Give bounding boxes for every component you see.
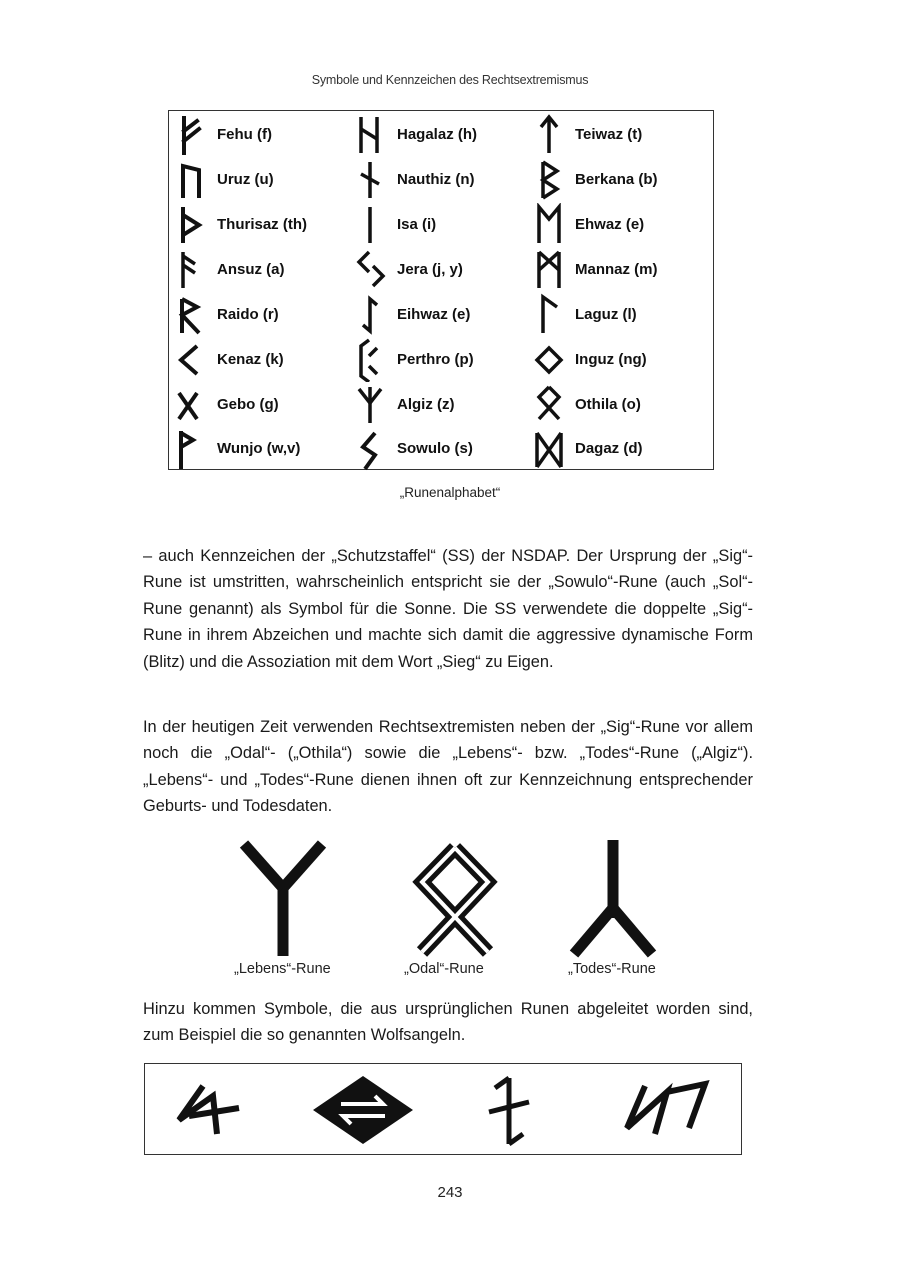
rune-label: Algiz (z)	[397, 396, 455, 413]
rune-label: Inguz (ng)	[575, 351, 647, 368]
rune-label: Teiwaz (t)	[575, 126, 643, 143]
nauthiz-rune-icon	[353, 158, 393, 202]
wolfsangel-variant-4-icon	[619, 1074, 715, 1149]
rune-label: Sowulo (s)	[397, 440, 473, 457]
inguz-rune-icon	[531, 338, 571, 382]
rune-label: Isa (i)	[397, 216, 437, 233]
table-caption: „Runenalphabet“	[399, 485, 501, 500]
ansuz-rune-icon	[173, 248, 213, 292]
perthro-rune-icon	[353, 338, 393, 382]
lebens-rune-icon	[238, 838, 328, 958]
todes-rune-icon	[568, 838, 658, 958]
rune-label: Dagaz (d)	[575, 440, 643, 457]
ehwaz-rune-icon	[531, 203, 571, 247]
running-head: Symbole und Kennzeichen des Rechtsextremismus	[311, 73, 589, 87]
gebo-rune-icon	[173, 383, 213, 427]
todes-rune-caption: „Todes“-Rune	[568, 961, 656, 977]
fehu-rune-icon	[173, 113, 213, 157]
sowulo-rune-icon	[353, 427, 393, 471]
uruz-rune-icon	[173, 158, 213, 202]
wolfsangel-vertical-icon	[481, 1074, 537, 1153]
rune-label: Hagalaz (h)	[397, 126, 478, 143]
rune-label: Berkana (b)	[575, 171, 658, 188]
rune-label: Laguz (l)	[575, 306, 637, 323]
rune-label: Uruz (u)	[217, 171, 274, 188]
wolfsangel-box	[144, 1063, 742, 1155]
rune-label: Nauthiz (n)	[397, 171, 475, 188]
odal-rune-icon	[410, 840, 500, 958]
odal-rune-caption: „Odal“-Rune	[404, 961, 484, 977]
rune-label: Ehwaz (e)	[575, 216, 645, 233]
rune-label: Wunjo (w,v)	[217, 440, 301, 457]
rune-label: Kenaz (k)	[217, 351, 284, 368]
body-paragraph-1: – auch Kennzeichen der „Schutzstaffel“ (SS) der NSDAP. Der Ursprung der „Sig“-Rune ist umstritten, wahrscheinlich entspricht sie der „Sowulo“-Rune (auch „Sol“-Rune genannt) als Symbol für die Sonne. Die SS verwendete die doppelte „Sig“-Rune in ihrem Abzeichen und machte sich damit die aggressive dynamische Form (Blitz) und die Assoziation mit dem Wort „Sieg“ zu Eigen.	[143, 547, 753, 671]
hagalaz-rune-icon	[353, 113, 393, 157]
thurisaz-rune-icon	[173, 203, 213, 247]
rune-label: Othila (o)	[575, 396, 641, 413]
teiwaz-rune-icon	[531, 113, 571, 157]
raido-rune-icon	[173, 293, 213, 337]
rune-alphabet-table	[168, 110, 714, 470]
wolfsangel-diamond-icon	[309, 1074, 417, 1153]
wunjo-rune-icon	[173, 427, 213, 471]
rune-label: Jera (j, y)	[397, 261, 463, 278]
dagaz-rune-icon	[531, 427, 571, 471]
rune-label: Ansuz (a)	[217, 261, 285, 278]
rune-label: Perthro (p)	[397, 351, 474, 368]
rune-label: Eihwaz (e)	[397, 306, 471, 323]
kenaz-rune-icon	[173, 338, 213, 382]
eihwaz-rune-icon	[353, 293, 393, 337]
rune-label: Raido (r)	[217, 306, 279, 323]
lebens-rune-caption: „Lebens“-Rune	[234, 961, 331, 977]
rune-label: Fehu (f)	[217, 126, 272, 143]
page-number: 243	[437, 1184, 463, 1201]
body-paragraph-3: Hinzu kommen Symbole, die aus ursprünglichen Runen abgeleitet worden sind, zum Beispiel die so genannten Wolfsangeln.	[143, 1000, 753, 1045]
wolfsangel-variant-1-icon	[173, 1074, 247, 1149]
rune-label: Gebo (g)	[217, 396, 279, 413]
berkana-rune-icon	[531, 158, 571, 202]
rune-label: Thurisaz (th)	[217, 216, 307, 233]
mannaz-rune-icon	[531, 248, 571, 292]
rune-label: Mannaz (m)	[575, 261, 658, 278]
jera-rune-icon	[353, 248, 393, 292]
laguz-rune-icon	[531, 293, 571, 337]
body-paragraph-2: In der heutigen Zeit verwenden Rechtsextremisten neben der „Sig“-Rune vor allem noch die „Odal“- („Othila“) sowie die „Lebens“- bzw. „Todes“-Rune („Algiz“). „Lebens“- und „Todes“-Rune dienen ihnen oft zur Kennzeichnung entsprechender Geburts- und Todesdaten.	[143, 718, 753, 816]
algiz-rune-icon	[353, 383, 393, 427]
othila-rune-icon	[531, 383, 571, 427]
isa-rune-icon	[353, 203, 393, 247]
